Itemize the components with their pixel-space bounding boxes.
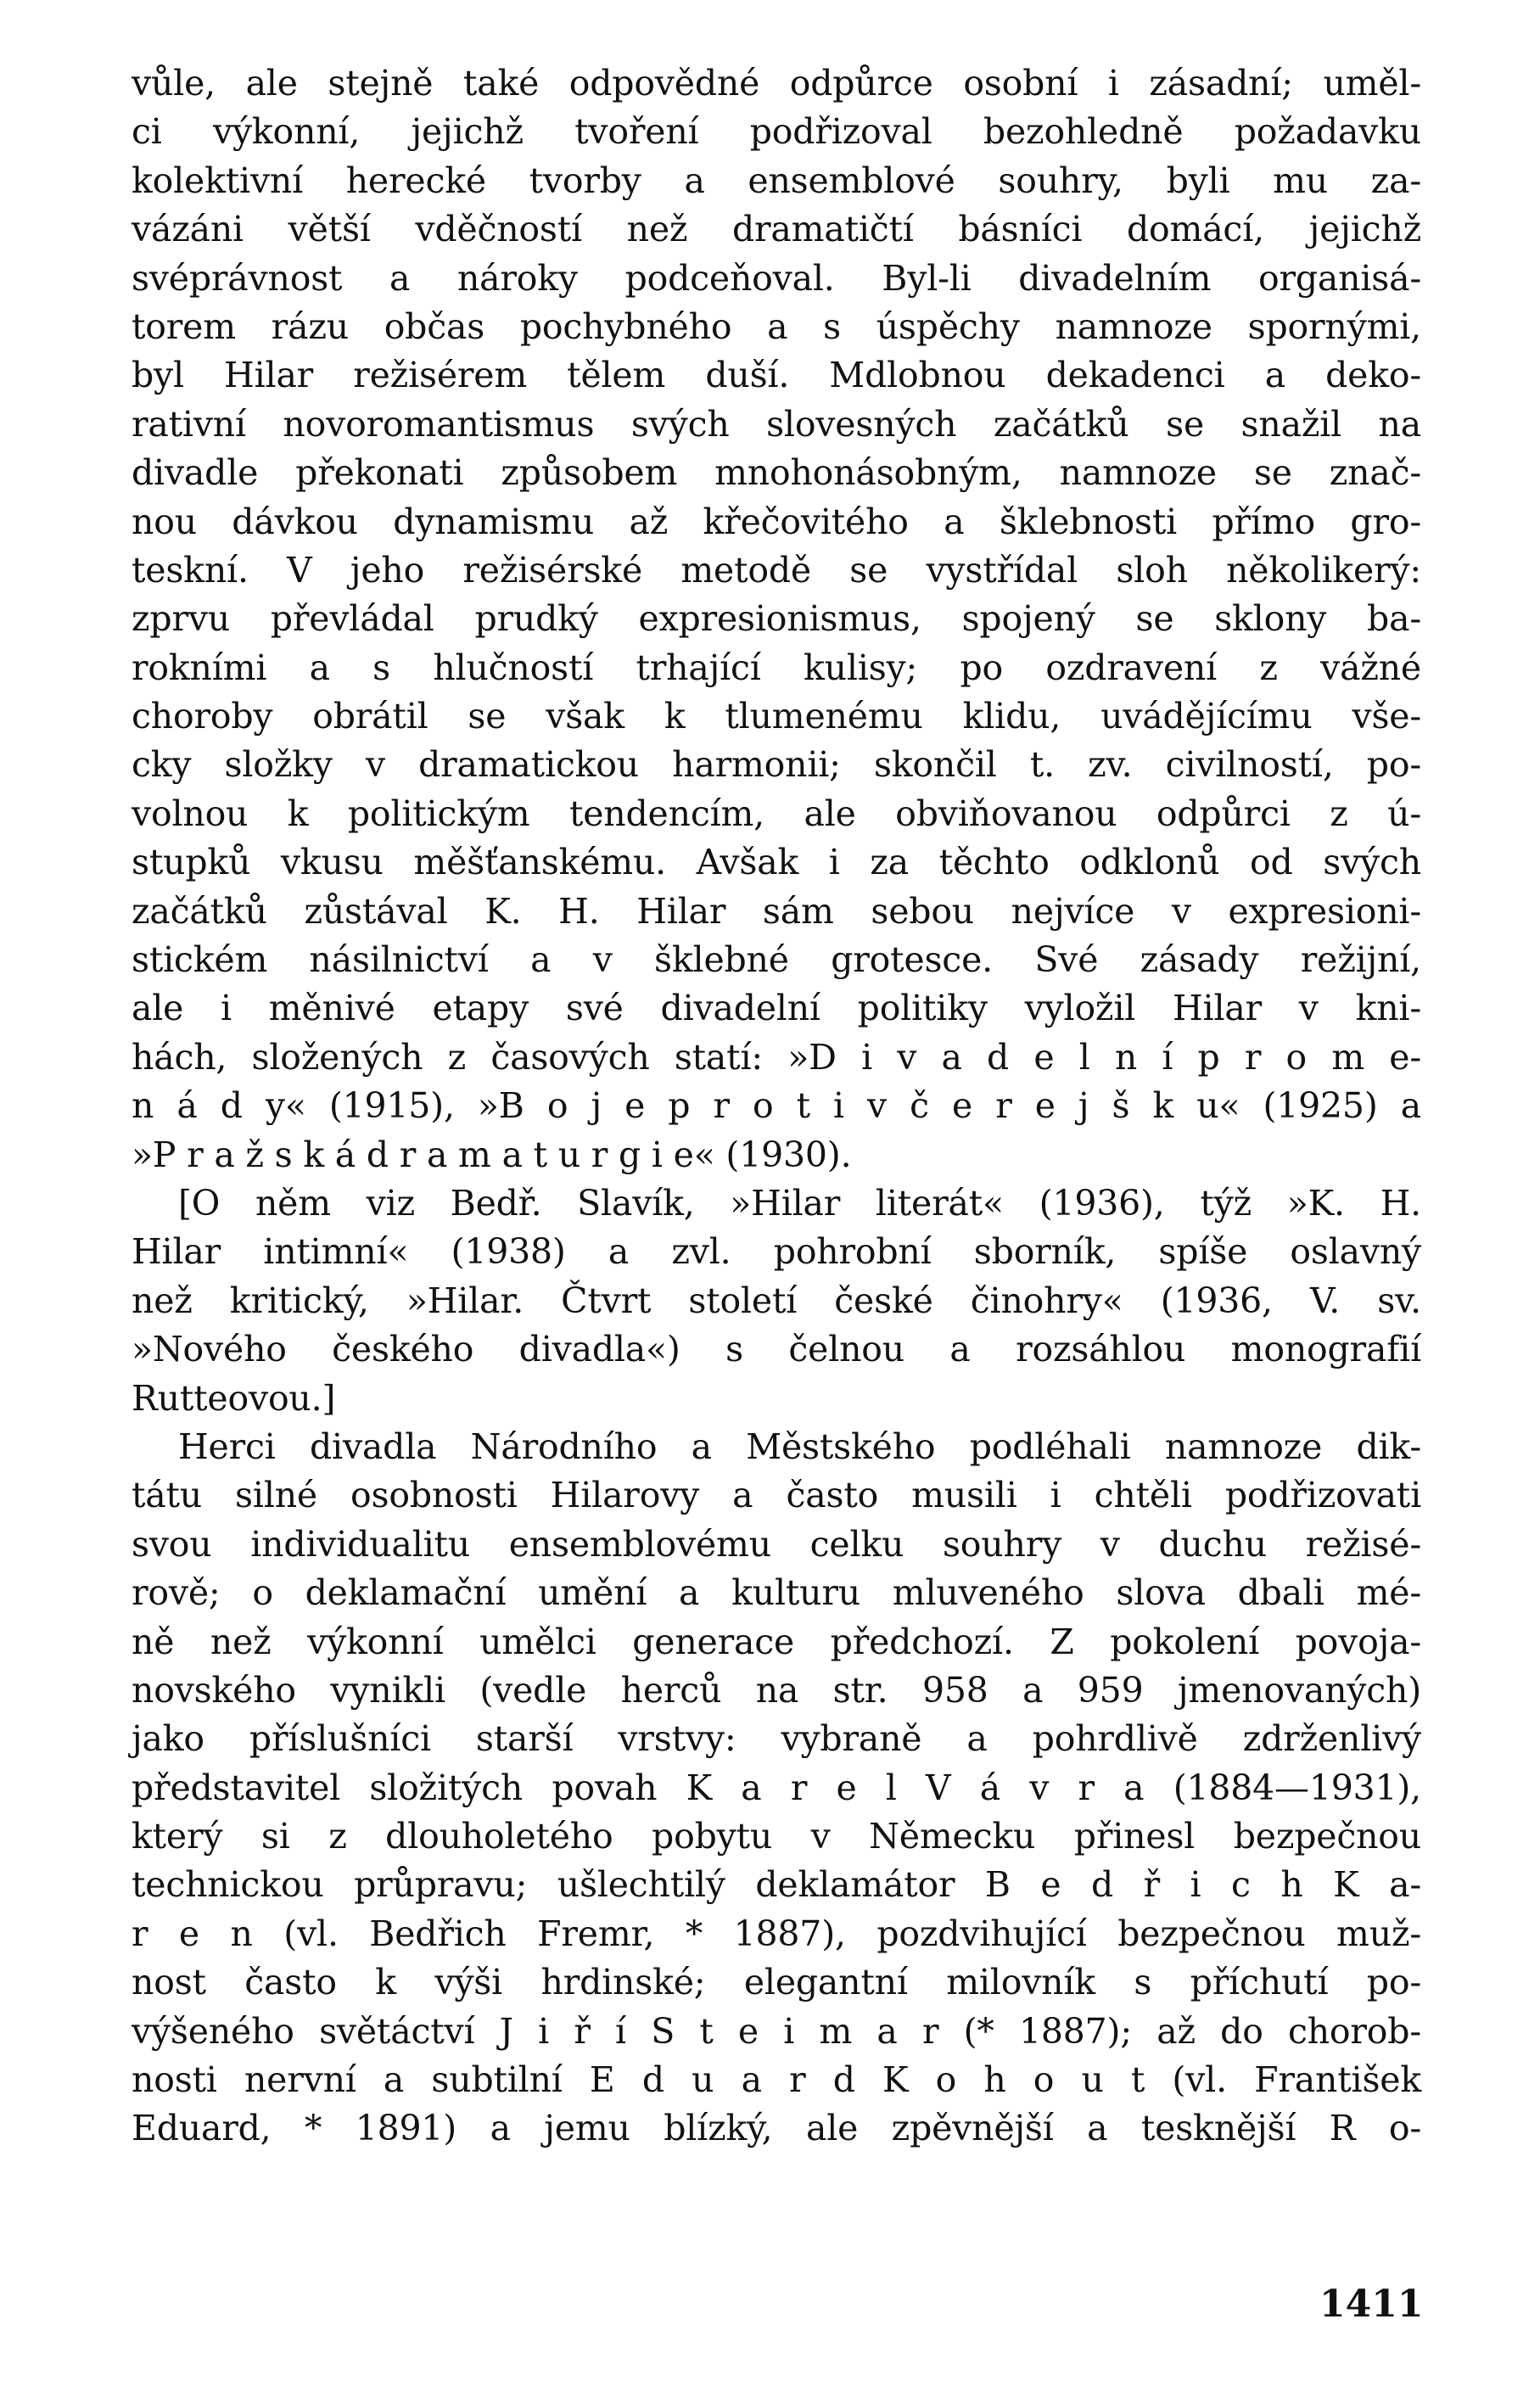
text-line: ci výkonní, jejichž tvoření podřizoval bezohledně požadavku	[132, 111, 1421, 153]
text-line: svou individualitu ensemblovému celku souhry v duchu režisé-	[132, 1523, 1421, 1565]
text-line: výšeného světáctví J i ř í S t e i m a r (* 1887); až do chorob-	[132, 2010, 1421, 2052]
text-line: cky složky v dramatickou harmonii; skončil t. zv. civilností, po-	[132, 744, 1421, 786]
text-line: Hilar intimní« (1938) a zvl. pohrobní sborník, spíše oslavný	[132, 1231, 1421, 1273]
text-line: než kritický, »Hilar. Čtvrt století české činohry« (1936, V. sv.	[132, 1280, 1421, 1321]
text-line: nosti nervní a subtilní E d u a r d K o h o u t (vl. František	[132, 2059, 1421, 2101]
text-line: začátků zůstával K. H. Hilar sám sebou nejvíce v expresioni-	[132, 890, 1421, 932]
text-line: stickém násilnictví a v šklebné grotesce. Své zásady režijní,	[132, 939, 1421, 981]
text-line: zprvu převládal prudký expresionismus, spojený se sklony ba-	[132, 598, 1421, 640]
text-line: technickou průpravu; ušlechtilý deklamátor B e d ř i c h K a-	[132, 1864, 1421, 1906]
bibliography-first-line: [O něm viz Bedř. Slavík, »Hilar literát« (1936), týž »K. H.	[178, 1182, 1421, 1224]
text-line: vázáni větší vděčností než dramatičtí básníci domácí, jejichž	[132, 209, 1421, 250]
text-line: představitel složitých povah K a r e l V á v r a (1884—1931),	[132, 1767, 1421, 1808]
text-line: který si z dlouholetého pobytu v Německu přinesl bezpečnou	[132, 1816, 1421, 1857]
text-line: tátu silné osobnosti Hilarovy a často musili i chtěli podřizovati	[132, 1475, 1421, 1516]
text-line: torem rázu občas pochybného a s úspěchy namnoze spornými,	[132, 305, 1421, 347]
text-line: nou dávkou dynamismu až křečovitého a šklebnosti přímo gro-	[132, 501, 1421, 542]
text-line: »Nového českého divadla«) s čelnou a rozsáhlou monografií	[132, 1329, 1421, 1370]
text-line: Eduard, * 1891) a jemu blízký, ale zpěvnější a tesknější R o-	[132, 2108, 1421, 2149]
text-line: svéprávnost a nároky podceňoval. Byl-li divadelním organisá-	[132, 257, 1421, 299]
text-line: vůle, ale stejně také odpovědné odpůrce osobní i zásadní; uměl-	[132, 63, 1421, 104]
page-number: 1411	[1319, 2283, 1424, 2326]
text-line: ale i měnivé etapy své divadelní politiky vyložil Hilar v kni-	[132, 988, 1421, 1029]
text-line: n á d y« (1915), »B o j e p r o t i v č e r e j š k u« (1925) a	[132, 1085, 1421, 1127]
paragraph-last-line: Rutteovou.]	[132, 1377, 336, 1419]
text-line: stupků vkusu měšťanskému. Avšak i za těchto odklonů od svých	[132, 842, 1421, 883]
text-line: ně než výkonní umělci generace předchozí. Z pokolení povoja-	[132, 1621, 1421, 1662]
text-line: nost často k výši hrdinské; elegantní milovník s příchutí po-	[132, 1962, 1421, 2003]
text-line: byl Hilar režisérem tělem duší. Mdlobnou dekadenci a deko-	[132, 355, 1421, 396]
text-line: novského vynikli (vedle herců na str. 958 a 959 jmenovaných)	[132, 1669, 1421, 1711]
text-line: jako příslušníci starší vrstvy: vybraně a pohrdlivě zdrženlivý	[132, 1718, 1421, 1760]
text-line: teskní. V jeho režisérské metodě se vystřídal sloh několikerý:	[132, 549, 1421, 591]
paragraph-first-line: Herci divadla Národního a Městského podléhali namnoze dik-	[178, 1426, 1421, 1467]
page-body	[132, 59, 1421, 2154]
text-line: rativní novoromantismus svých slovesných začátků se snažil na	[132, 403, 1421, 445]
text-line: rově; o deklamační umění a kulturu mluveného slova dbali mé-	[132, 1572, 1421, 1614]
paragraph-last-line: »P r a ž s k á d r a m a t u r g i e« (1930).	[132, 1134, 852, 1175]
text-line: volnou k politickým tendencím, ale obviňovanou odpůrci z ú-	[132, 793, 1421, 834]
text-line: kolektivní herecké tvorby a ensemblové souhry, byli mu za-	[132, 160, 1421, 201]
text-line: rokními a s hlučností trhající kulisy; po ozdravení z vážné	[132, 647, 1421, 688]
text-line: hách, složených z časových statí: »D i v a d e l n í p r o m e-	[132, 1036, 1421, 1078]
text-line: divadle překonati způsobem mnohonásobným, namnoze se znač-	[132, 452, 1421, 494]
text-line: r e n (vl. Bedřich Fremr, * 1887), pozdvihující bezpečnou muž-	[132, 1913, 1421, 1954]
text-line: choroby obrátil se však k tlumenému klidu, uvádějícímu vše-	[132, 696, 1421, 737]
